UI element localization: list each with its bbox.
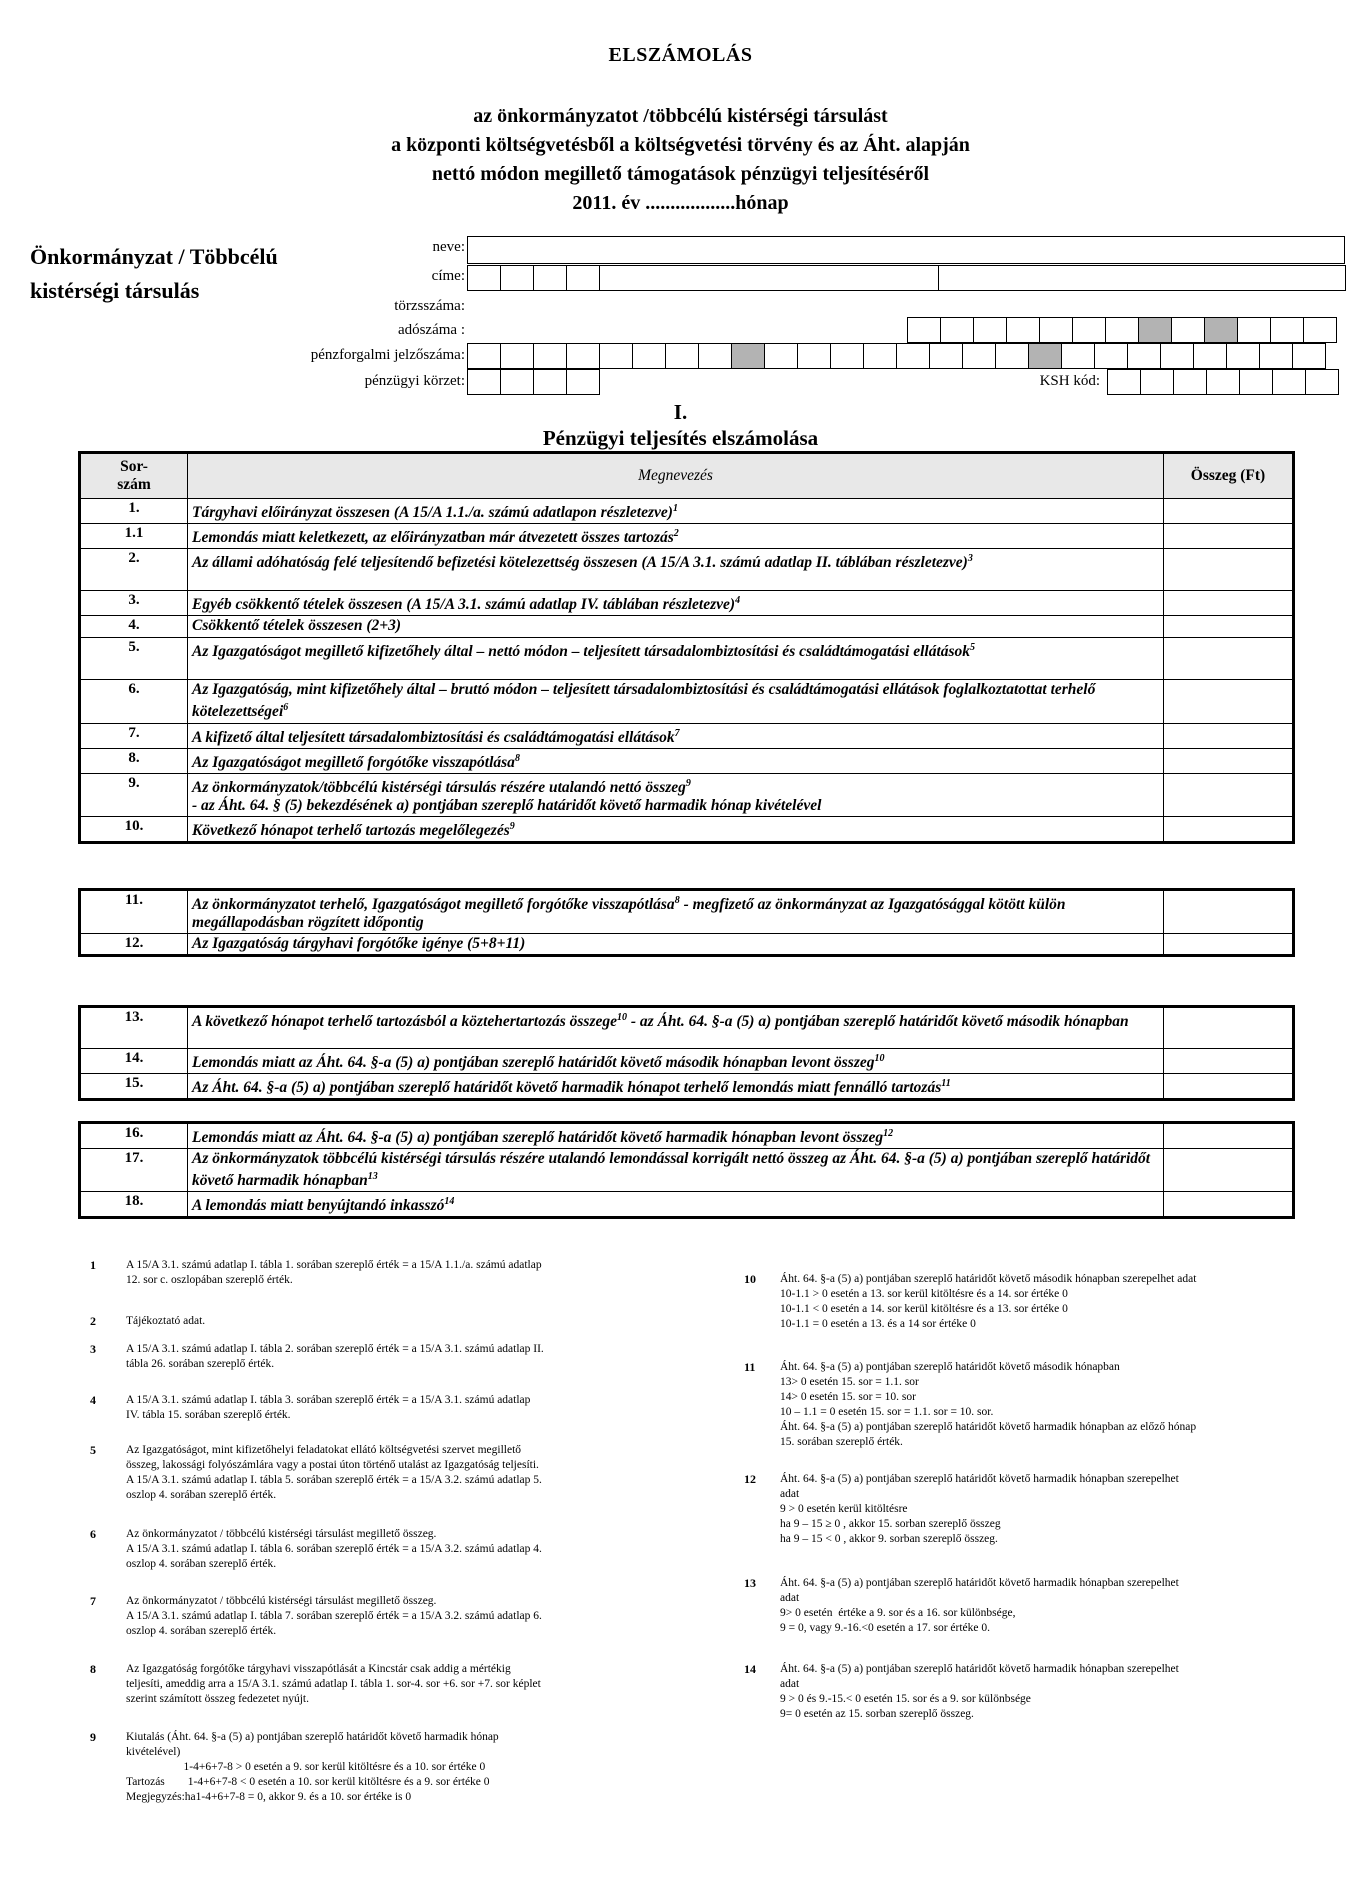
entity-label-line: kistérségi társulás: [30, 278, 200, 303]
section-roman: I.: [673, 400, 688, 424]
row-description: [188, 1192, 1164, 1218]
row-text: Tárgyhavi előirányzat összesen (A 15/A 1.1./a. számú adatlapon részletezve): [192, 504, 673, 522]
table-row: [80, 934, 1294, 956]
footnote-number: 6: [90, 1527, 96, 1541]
footnote-line: Megjegyzés:ha1-4+6+7-8 = 0, akkor 9. és a 10. sor értéke is 0: [126, 1791, 412, 1803]
footnote-number: 3: [90, 1342, 96, 1356]
footnote-line: A 15/A 3.1. számú adatlap I. tábla 7. sorában szereplő érték = a 15/A 3.2. számú adatlap 6.: [126, 1610, 542, 1622]
row-number: 14.: [80, 1049, 188, 1074]
amount-cell[interactable]: [1164, 591, 1294, 616]
header-szam: szám: [117, 476, 151, 493]
table-row: [80, 499, 1294, 524]
row-text: Lemondás miatt keletkezett, az előirányzatban már átvezetett összes tartozás: [192, 529, 674, 547]
footnote-ref: 4: [735, 595, 741, 607]
table-row: [80, 817, 1294, 843]
amount-cell[interactable]: [1164, 524, 1294, 549]
amount-cell[interactable]: [1164, 638, 1294, 680]
row-text: Csökkentő tételek összesen (2+3): [192, 617, 402, 635]
footnote-line: 10-1.1 > 0 esetén a 13. sor kerül kitöltésre és a 14. sor értéke 0: [780, 1288, 1068, 1300]
row-number: 8.: [80, 748, 188, 773]
table-row: [80, 1007, 1294, 1049]
footnote-body: [780, 1576, 1179, 1636]
footnote-number: 2: [90, 1314, 96, 1328]
footnote-line: Áht. 64. §-a (5) a) pontjában szereplő határidőt követő harmadik hónapban szerepelhet: [780, 1663, 1179, 1675]
footnote-body: [126, 1258, 542, 1288]
amount-cell[interactable]: [1164, 1074, 1294, 1100]
amount-cell[interactable]: [1164, 1007, 1294, 1049]
footnote-line: A 15/A 3.1. számú adatlap I. tábla 5. sorában szereplő érték = a 15/A 3.2. számú adatlap 5.: [126, 1474, 542, 1486]
amount-cell[interactable]: [1164, 499, 1294, 524]
row-description: [188, 1007, 1164, 1049]
row-number: 11.: [80, 890, 188, 934]
row-number: 6.: [80, 680, 188, 723]
footnote-line: 12. sor c. oszlopában szereplő érték.: [126, 1274, 293, 1286]
footnote-body: [126, 1342, 544, 1372]
row-description: [188, 934, 1164, 956]
row-text: Az Igazgatóság tárgyhavi forgótőke igénye (5+8+11): [192, 935, 526, 953]
row-number: 4.: [80, 616, 188, 638]
header-megnevezes: Megnevezés: [188, 453, 1164, 499]
footnote-ref: 11: [941, 1078, 951, 1090]
row-description: [188, 524, 1164, 549]
footnote-ref: 6: [283, 702, 289, 714]
cime-label: címe:: [431, 268, 465, 284]
header-sor: Sor-: [120, 458, 148, 475]
footnote-line: 10-1.1 < 0 esetén a 14. sor kerül kitöltésre és a 13. sor értéke 0: [780, 1303, 1068, 1315]
table-row: [80, 773, 1294, 816]
footnote-line: A 15/A 3.1. számú adatlap I. tábla 2. sorában szereplő érték = a 15/A 3.1. számú adatlap II.: [126, 1343, 544, 1355]
table-row: [80, 1149, 1294, 1192]
korzet-label: pénzügyi körzet:: [364, 373, 465, 389]
footnote-ref: 3: [967, 553, 973, 565]
footnote-line: Az Igazgatóság forgótőke tárgyhavi visszapótlását a Kincstár csak addig a mértékig: [126, 1663, 511, 1675]
footnote-ref: 9: [685, 777, 691, 789]
neve-label: neve:: [432, 239, 465, 255]
footnote-line: 9 > 0 esetén kerül kitöltésre: [780, 1503, 908, 1515]
footnote-number: 4: [90, 1393, 96, 1407]
row-text: Az Áht. 64. §-a (5) a) pontjában szereplő határidőt követő harmadik hónapot terhelő lemondás miatt fennálló tartozás: [192, 1079, 942, 1097]
document-subtitle: [0, 102, 1361, 218]
footnote-line: A 15/A 3.1. számú adatlap I. tábla 6. sorában szereplő érték = a 15/A 3.2. számú adatlap 4.: [126, 1543, 542, 1555]
footnote-body: [126, 1443, 542, 1503]
row-number: 13.: [80, 1007, 188, 1049]
footnote-line: adat: [780, 1678, 800, 1690]
amount-cell[interactable]: [1164, 1149, 1294, 1192]
footnote-ref: 2: [673, 528, 679, 540]
settlement-table-3: [78, 1005, 1295, 1101]
row-text: Az Igazgatóságot megillető forgótőke visszapótlása: [192, 753, 515, 771]
footnote-ref: 13: [367, 1171, 378, 1183]
entity-label: [30, 240, 278, 308]
footnote-line: Tájékoztató adat.: [126, 1315, 206, 1327]
table-row: [80, 1192, 1294, 1218]
footnote-body: [126, 1393, 530, 1423]
table-row: [80, 1123, 1294, 1149]
footnote-line: kivételével): [126, 1746, 181, 1758]
row-number: 12.: [80, 934, 188, 956]
row-number: 1.: [80, 499, 188, 524]
footnote-line: Tartozás 1-4+6+7-8 < 0 esetén a 10. sor kerül kitöltésre és a 9. sor értéke 0: [126, 1776, 490, 1788]
table-row: [80, 524, 1294, 549]
row-description: [188, 1074, 1164, 1100]
row-number: 15.: [80, 1074, 188, 1100]
footnote-ref: 10: [874, 1053, 885, 1064]
footnote-body: [126, 1594, 542, 1639]
footnote-ref: 10: [617, 1012, 627, 1023]
row-description: [188, 748, 1164, 773]
row-text: Az Igazgatóságot megillető kifizetőhely által – nettó módon – teljesített társadalombiztosítási és családtámogatási ellátások: [192, 643, 971, 661]
header-sorszam: [80, 453, 188, 499]
footnote-line: 14> 0 esetén 15. sor = 10. sor: [780, 1391, 916, 1403]
footnote-line: 10 – 1.1 = 0 esetén 15. sor = 1.1. sor = 10. sor.: [780, 1406, 994, 1418]
row-description: [188, 817, 1164, 843]
row-text: A következő hónapot terhelő tartozásból a köztehertartozás összege: [192, 1013, 617, 1031]
footnote-number: 14: [744, 1662, 756, 1676]
footnote-line: 1-4+6+7-8 > 0 esetén a 9. sor kerül kitöltésre és a 10. sor értéke 0: [126, 1761, 486, 1773]
subtitle-line: a központi költségvetésből a költségvetési törvény és az Áht. alapján: [391, 134, 970, 156]
header-osszeg: Összeg (Ft): [1164, 453, 1294, 499]
footnote-line: ha 9 – 15 ≥ 0 , akkor 15. sorban szereplő összeg: [780, 1518, 1001, 1530]
footnote-body: [126, 1314, 205, 1329]
table-row: [80, 723, 1294, 748]
footnote-body: [780, 1472, 1179, 1547]
footnote-line: Áht. 64. §-a (5) a) pontjában szereplő határidőt követő második hónapban szerepelhet adat: [780, 1273, 1197, 1285]
footnote-line: Az Igazgatóságot, mint kifizetőhelyi feladatokat ellátó költségvetési szervet megillető: [126, 1444, 522, 1456]
footnote-line: oszlop 4. sorában szereplő érték.: [126, 1625, 277, 1637]
footnote-number: 10: [744, 1272, 756, 1286]
row-text: Az állami adóhatóság felé teljesítendő befizetési kötelezettség összesen (A 15/A 3.1. számú adatlap II. táblában részletezve): [192, 554, 968, 572]
row-number: 2.: [80, 549, 188, 591]
footnote-line: 15. sorában szereplő érték.: [780, 1436, 903, 1448]
row-description: [188, 591, 1164, 616]
amount-cell[interactable]: [1164, 1123, 1294, 1149]
footnote-line: Az önkormányzatot / többcélú kistérségi társulást megillető összeg.: [126, 1595, 437, 1607]
table-row: [80, 748, 1294, 773]
footnote-line: oszlop 4. sorában szereplő érték.: [126, 1489, 277, 1501]
row-number: 17.: [80, 1149, 188, 1192]
row-description: [188, 1123, 1164, 1149]
row-description: [188, 638, 1164, 680]
adoszama-input[interactable]: [908, 317, 1337, 343]
row-text: Lemondás miatt az Áht. 64. §-a (5) a) pontjában szereplő határidőt követő harmadik hónapban levont összeg: [192, 1129, 884, 1147]
section-title: Pénzügyi teljesítés elszámolása: [542, 426, 819, 450]
footnote-line: IV. tábla 15. sorában szereplő érték.: [126, 1409, 291, 1421]
torzsszama-label: törzsszáma:: [394, 298, 465, 314]
row-number: 7.: [80, 723, 188, 748]
footnote-ref: 12: [883, 1128, 894, 1139]
settlement-table-2: [78, 888, 1295, 957]
row-number: 10.: [80, 817, 188, 843]
subtitle-line: az önkormányzatot /többcélú kistérségi társulást: [473, 105, 888, 127]
table-row: [80, 616, 1294, 638]
amount-cell[interactable]: [1164, 817, 1294, 843]
row-text: Az önkormányzatot terhelő, Igazgatóságot megillető forgótőke visszapótlása: [192, 896, 675, 914]
row-number: 16.: [80, 1123, 188, 1149]
row-description: [188, 890, 1164, 934]
row-description: [188, 773, 1164, 816]
footnote-line: 9 = 0, vagy 9.-16.<0 esetén a 17. sor értéke 0.: [780, 1622, 991, 1634]
footnote-number: 12: [744, 1472, 756, 1486]
neve-input[interactable]: [468, 236, 1345, 264]
footnote-line: A 15/A 3.1. számú adatlap I. tábla 3. sorában szereplő érték = a 15/A 3.1. számú adatlap: [126, 1394, 531, 1406]
footnote-line: Az önkormányzatot / többcélú kistérségi társulást megillető összeg.: [126, 1528, 437, 1540]
footnote-line: Áht. 64. §-a (5) a) pontjában szereplő határidőt követő második hónapban: [780, 1361, 1120, 1373]
footnote-number: 13: [744, 1576, 756, 1590]
row-text: Következő hónapot terhelő tartozás megelőlegezés: [192, 822, 510, 840]
row-number: 5.: [80, 638, 188, 680]
footnote-number: 5: [90, 1443, 96, 1457]
amount-cell[interactable]: [1164, 723, 1294, 748]
row-description: [188, 680, 1164, 723]
footnote-line: adat: [780, 1592, 800, 1604]
amount-cell[interactable]: [1164, 1049, 1294, 1074]
row-text-continued: - megfizető az önkormányzat az Igazgatósággal kötött külön megállapodásban rögzített időpontig: [192, 896, 1066, 932]
row-number: 9.: [80, 773, 188, 816]
settlement-table-4: [78, 1121, 1295, 1219]
adoszama-label: adószáma :: [397, 322, 465, 338]
footnote-ref: 14: [444, 1196, 455, 1208]
table-row: [80, 1049, 1294, 1074]
footnote-number: 8: [90, 1662, 96, 1676]
row-description: [188, 1149, 1164, 1192]
row-description: [188, 723, 1164, 748]
amount-cell[interactable]: [1164, 1192, 1294, 1218]
korzet-input[interactable]: [468, 369, 600, 395]
row-description: [188, 549, 1164, 591]
table-row: [80, 638, 1294, 680]
footnote-ref: 8: [514, 752, 520, 764]
footnote-ref: 9: [509, 821, 515, 833]
footnote-number: 11: [744, 1360, 756, 1374]
row-text-continued: - az Áht. 64. §-a (5) a) pontjában szereplő határidőt követő második hónapban: [627, 1013, 1129, 1031]
footnote-line: Áht. 64. §-a (5) a) pontjában szereplő határidőt követő harmadik hónapban szerepelhet: [780, 1577, 1179, 1589]
row-description: [188, 1049, 1164, 1074]
footnote-line: 9= 0 esetén az 15. sorban szereplő összeg.: [780, 1708, 974, 1720]
amount-cell[interactable]: [1164, 748, 1294, 773]
footnote-ref: 5: [970, 642, 976, 654]
footnote-body: [126, 1730, 499, 1805]
ksh-input[interactable]: [1108, 369, 1339, 395]
footnote-line: A 15/A 3.1. számú adatlap I. tábla 1. sorában szereplő érték = a 15/A 1.1./a. számú adatlap: [126, 1259, 542, 1271]
footnote-line: adat: [780, 1488, 800, 1500]
amount-cell[interactable]: [1164, 549, 1294, 591]
footnote-body: [780, 1662, 1179, 1722]
row-number: 18.: [80, 1192, 188, 1218]
row-text-continued: - az Áht. 64. § (5) bekezdésének a) pontjában szereplő határidőt követő harmadik hónap kivételével: [192, 797, 822, 815]
row-description: [188, 616, 1164, 638]
footnote-line: Áht. 64. §-a (5) a) pontjában szereplő határidőt követő harmadik hónapban az előző hónap: [780, 1421, 1197, 1433]
table-row: [80, 680, 1294, 723]
row-text: Az önkormányzatok többcélú kistérségi társulás részére utalandó lemondással korrigált nettó összeg az Áht. 64. §-a (5) a) pontjában szereplő határidőt követő harmadik hónapban: [192, 1150, 1151, 1190]
table-row: [80, 549, 1294, 591]
footnote-line: összeg, lakossági folyószámlára vagy a postai úton történő utalást az Igazgatóság teljesíti.: [126, 1459, 539, 1471]
subtitle-line: 2011. év ..................hónap: [572, 192, 789, 214]
footnote-line: szerint számított összeg fedezetet nyújt.: [126, 1693, 309, 1705]
footnote-line: 9 > 0 és 9.-15.< 0 esetén 15. sor és a 9. sor különbsége: [780, 1693, 1031, 1705]
row-text: Az Igazgatóság, mint kifizetőhely által – bruttó módon – teljesített társadalombiztosítási és családtámogatási ellátások foglalkoztatottat terhelő kötelezettségei: [192, 681, 1096, 721]
row-text: Lemondás miatt az Áht. 64. §-a (5) a) pontjában szereplő határidőt követő második hónapban levont összeg: [192, 1054, 875, 1072]
row-number: 3.: [80, 591, 188, 616]
amount-cell[interactable]: [1164, 680, 1294, 723]
footnote-number: 1: [90, 1258, 96, 1272]
settlement-table: [78, 451, 1295, 844]
footnote-line: Kiutalás (Áht. 64. §-a (5) a) pontjában szereplő határidőt követő harmadik hónap: [126, 1731, 499, 1743]
amount-cell[interactable]: [1164, 773, 1294, 816]
amount-cell[interactable]: [1164, 616, 1294, 638]
table-row: [80, 1074, 1294, 1100]
row-text: Az önkormányzatok/többcélú kistérségi társulás részére utalandó nettó összeg: [192, 779, 686, 797]
footnote-line: Áht. 64. §-a (5) a) pontjában szereplő határidőt követő harmadik hónapban szerepelhet: [780, 1473, 1179, 1485]
footnote-number: 7: [90, 1594, 96, 1608]
document-title: ELSZÁMOLÁS: [608, 44, 753, 66]
entity-label-line: Önkormányzat / Többcélú: [30, 244, 278, 269]
footnote-ref: 1: [672, 503, 678, 514]
footnote-body: [780, 1272, 1196, 1332]
amount-cell[interactable]: [1164, 934, 1294, 956]
table-row: [80, 890, 1294, 934]
footnote-line: 13> 0 esetén 15. sor = 1.1. sor: [780, 1376, 919, 1388]
subtitle-line: nettó módon megillető támogatások pénzügyi teljesítéséről: [431, 163, 930, 185]
row-text: A lemondás miatt benyújtandó inkasszó: [192, 1197, 445, 1215]
footnote-body: [126, 1662, 541, 1707]
row-text: Egyéb csökkentő tételek összesen (A 15/A 3.1. számú adatlap IV. táblában részletezve): [192, 596, 736, 614]
penzforgalmi-label: pénzforgalmi jelzőszáma:: [310, 347, 465, 363]
footnote-ref: 8: [674, 895, 680, 906]
row-description: [188, 499, 1164, 524]
footnote-line: teljesíti, ameddig arra a 15/A 3.1. számú adatlap I. tábla 1. sor-4. sor +6. sor +7. sor képlet: [126, 1678, 541, 1690]
footnote-ref: 7: [674, 727, 680, 739]
footnote-number: 9: [90, 1730, 96, 1744]
cime-input[interactable]: [468, 265, 1346, 291]
ksh-label: KSH kód:: [1039, 373, 1100, 389]
footnote-body: [126, 1527, 542, 1572]
footnote-line: tábla 26. sorában szereplő érték.: [126, 1358, 275, 1370]
footnote-line: oszlop 4. sorában szereplő érték.: [126, 1558, 277, 1570]
footnote-line: ha 9 – 15 < 0 , akkor 9. sorban szereplő összeg.: [780, 1533, 998, 1545]
footnote-line: 10-1.1 = 0 esetén a 13. és a 14 sor értéke 0: [780, 1318, 976, 1330]
penzforgalmi-input[interactable]: [468, 343, 1326, 369]
footnote-line: 9> 0 esetén értéke a 9. sor és a 16. sor különbsége,: [780, 1607, 1016, 1619]
amount-cell[interactable]: [1164, 890, 1294, 934]
row-number: 1.1: [80, 524, 188, 549]
table-row: [80, 591, 1294, 616]
row-text: A kifizető által teljesített társadalombiztosítási és családtámogatási ellátások: [192, 728, 675, 746]
footnote-body: [780, 1360, 1196, 1450]
